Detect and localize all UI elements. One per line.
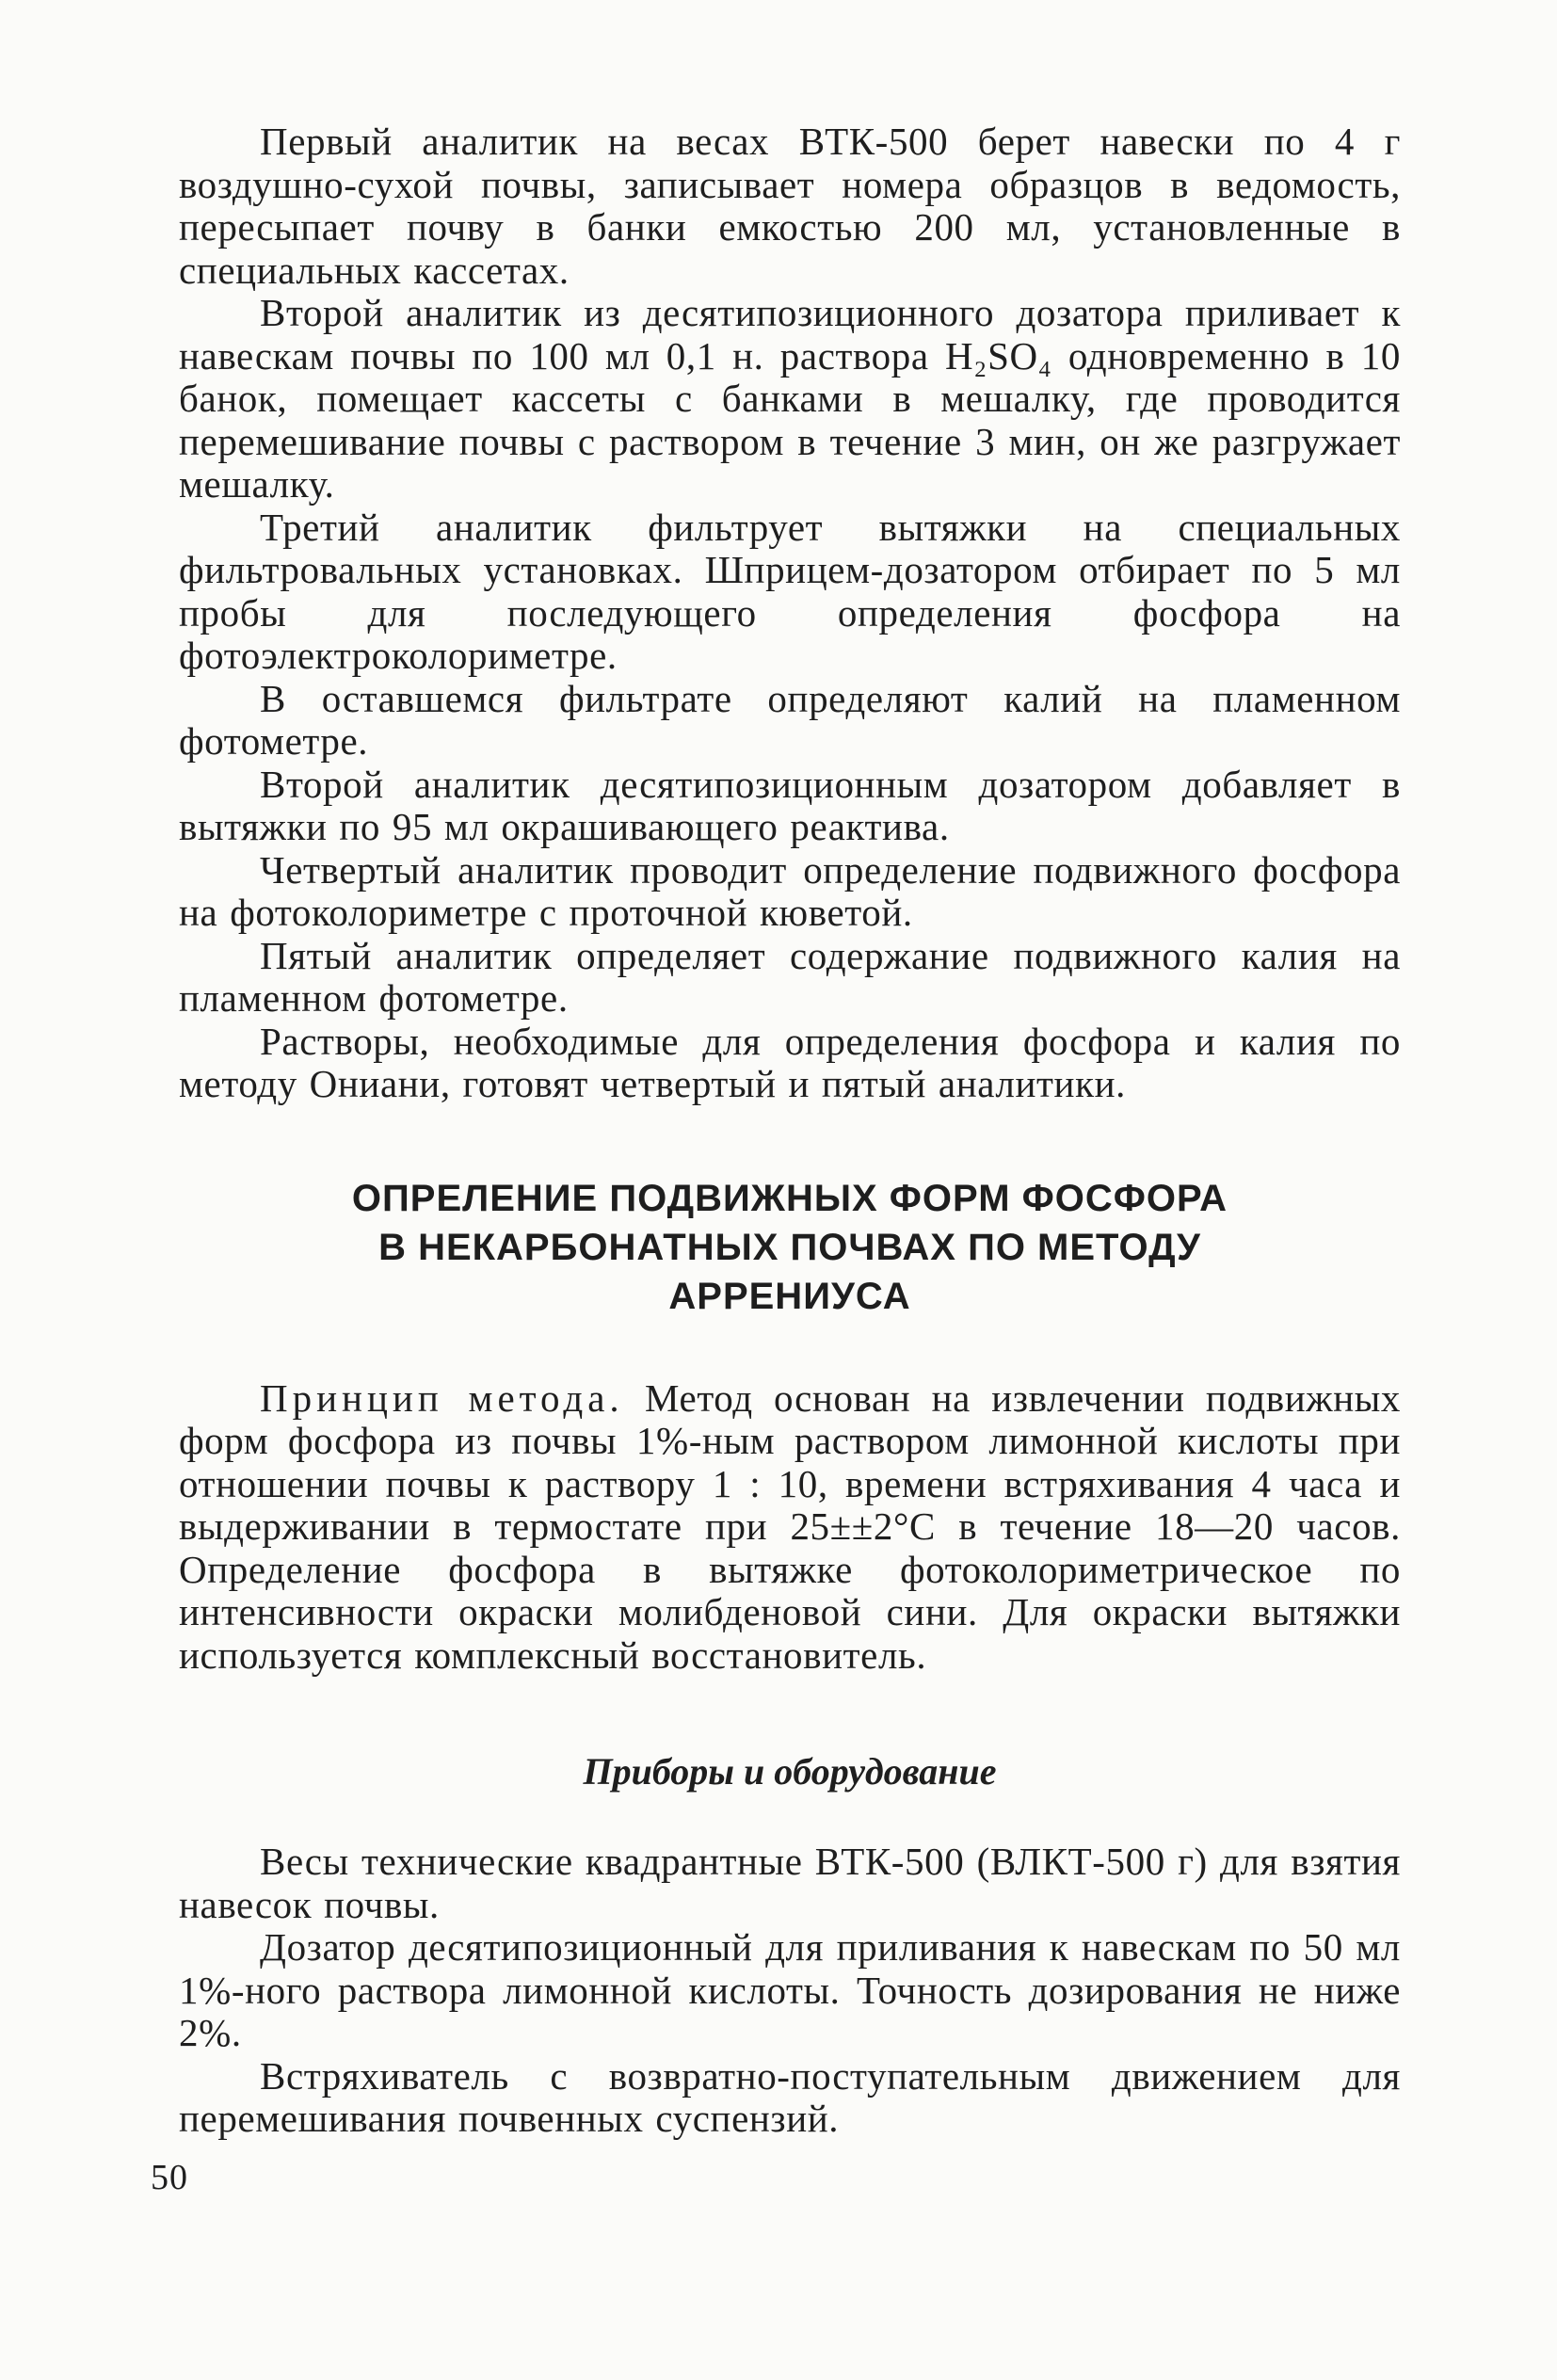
paragraph-potassium: В оставшемся фильтрате определяют калий на пламенном фотометре.: [179, 676, 1401, 763]
method-principle-paragraph: [179, 1377, 1401, 1678]
page-content: [179, 121, 1401, 2141]
page-number: 50: [151, 2158, 188, 2197]
paragraph-solutions: Растворы, необходимые для определения фосфора и калия по методу Ониани, готовят четвертый и пятый аналитики.: [179, 1019, 1401, 1105]
method-principle-text: Метод основан на извлечении подвижных форм фосфора из почвы 1%-ным раствором лимонной кислоты при отношении почвы к раствору 1 : 10, времени встряхивания 4 часа и выдерживании в термостате при 25±±2°С в течение 18—20 часов. Определение фосфора в вытяжке фотоколориметрическое по интенсивности окраски молибденовой сини. Для окраски вытяжки используется комплексный восстановитель.: [179, 1375, 1401, 1677]
section-heading: [179, 1174, 1401, 1321]
equipment-subheading: Приборы и оборудование: [583, 1750, 997, 1793]
paragraph-shaker: Встряхиватель с возвратно-поступательным движением для перемешивания почвенных суспензий.: [179, 2053, 1401, 2140]
paragraph-third-analyst: Третий аналитик фильтрует вытяжки на специальных фильтровальных установках. Шприцем-дозатором отбирает по 5 мл пробы для последующего определения фосфора на фотоэлектроколориметре.: [179, 505, 1401, 677]
paragraph-first-analyst: Первый аналитик на весах ВТК-500 берет навески по 4 г воздушно-сухой почвы, записывает номера образцов в ведомость, пересыпает почву в банки емкостью 200 мл, установленные в специальных кассетах.: [179, 120, 1401, 292]
heading-line-1: ОПРЕЛЕНИЕ ПОДВИЖНЫХ ФОРМ ФОСФОРА: [351, 1177, 1228, 1219]
paragraph-scales: Весы технические квадрантные ВТК-500 (ВЛКТ-500 г) для взятия навесок почвы.: [179, 1840, 1401, 1926]
paragraph-fourth-analyst: Четвертый аналитик проводит определение подвижного фосфора на фотоколориметре с проточной кюветой.: [179, 847, 1401, 934]
paragraph-second-analyst-reagent: Второй аналитик десятипозиционным дозатором добавляет в вытяжки по 95 мл окрашивающего реактива.: [179, 762, 1401, 848]
paragraph-dispenser: Дозатор десятипозиционный для приливания к навескам по 50 мл 1%-ного раствора лимонной кислоты. Точность дозирования не ниже 2%.: [179, 1925, 1401, 2054]
paragraph-fifth-analyst: Пятый аналитик определяет содержание подвижного калия на пламенном фотометре.: [179, 933, 1401, 1020]
heading-line-2: В НЕКАРБОНАТНЫХ ПОЧВАХ ПО МЕТОДУ: [378, 1226, 1201, 1268]
method-principle-label: Принцип метода.: [260, 1375, 624, 1420]
paragraph-second-analyst: Второй аналитик из десятипозиционного дозатора приливает к навескам почвы по 100 мл 0,1 н. раствора H₂SO₄ одновременно в 10 банок, помещает кассеты с банками в мешалку, где проводится перемешивание почвы с раствором в течение 3 мин, он же разгружает мешалку.: [179, 291, 1401, 506]
heading-line-3: АРРЕНИУСА: [668, 1275, 911, 1317]
